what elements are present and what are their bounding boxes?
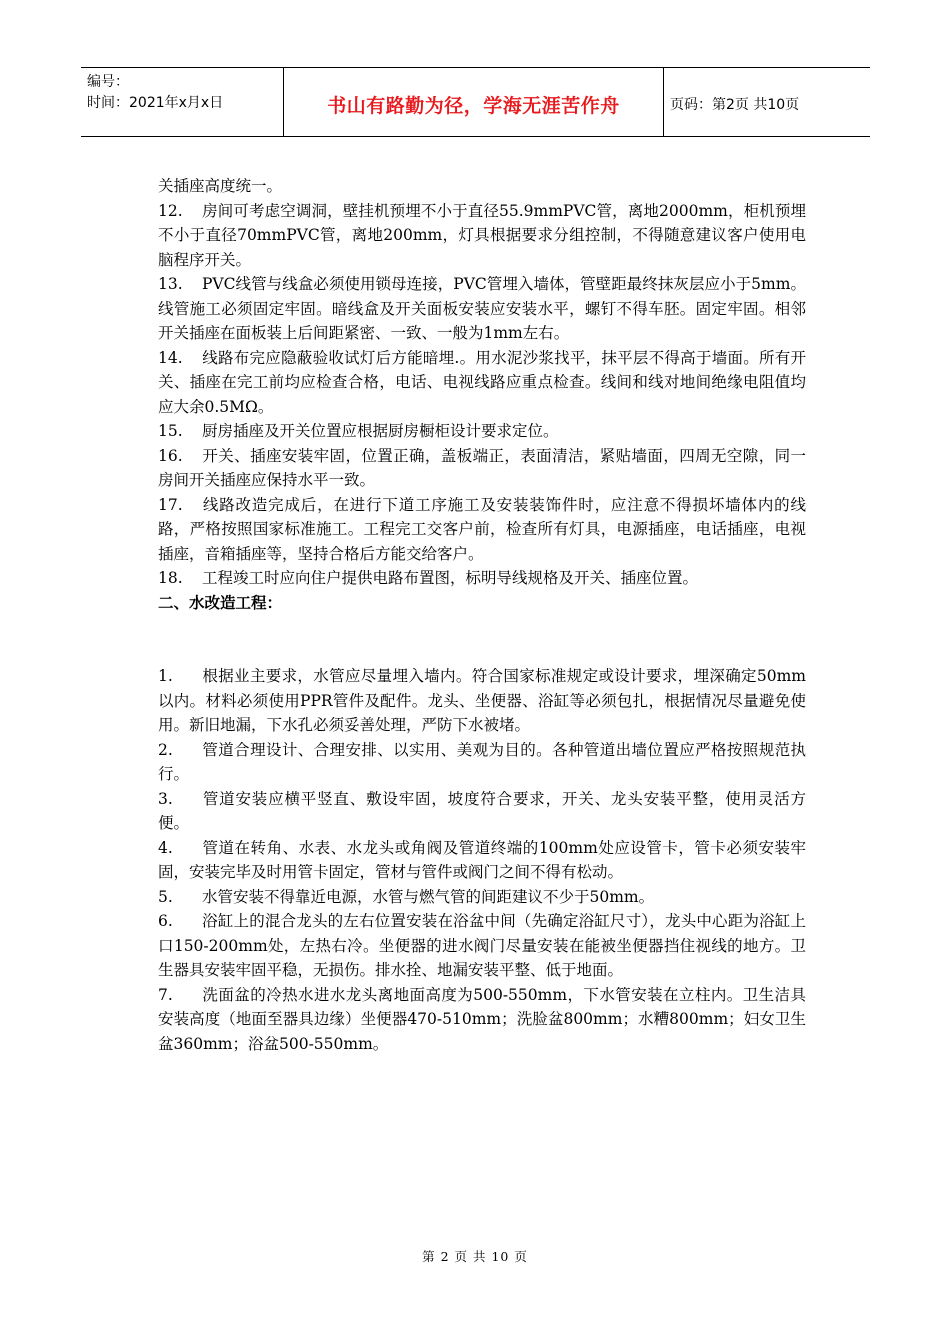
header-left-cell bbox=[81, 68, 284, 136]
item-text: 管道合理设计、合理安排、以实用、美观为目的。各种管道出墙位置应严格按照规范执行。 bbox=[158, 740, 806, 783]
item-number: 12. bbox=[158, 201, 183, 220]
item-text: 厨房插座及开关位置应根据厨房橱柜设计要求定位。 bbox=[202, 422, 559, 440]
item-number: 3. bbox=[158, 789, 173, 808]
item-number: 16. bbox=[158, 446, 183, 465]
list-item bbox=[158, 885, 806, 910]
item-number: 14. bbox=[158, 348, 183, 367]
item-text: 线路改造完成后，在进行下道工序施工及安装装饰件时，应注意不得损坏墙体内的线路，严格按照国家标准施工。工程完工交客户前，检查所有灯具，电源插座，电话插座，电视插座，音箱插座等，坚持合格后方能交给客户。 bbox=[158, 495, 806, 563]
item-number: 2. bbox=[158, 740, 173, 759]
item-number: 7. bbox=[158, 985, 173, 1004]
item-text: 管道安装应横平竖直、敷设牢固，坡度符合要求，开关、龙头安装平整，使用灵活方便。 bbox=[158, 789, 806, 832]
item-text: 开关、插座安装牢固，位置正确，盖板端正，表面清洁，紧贴墙面，四周无空隙，同一房间开关插座应保持水平一致。 bbox=[158, 446, 806, 489]
list-item bbox=[158, 419, 806, 444]
item-number: 17. bbox=[158, 495, 183, 514]
list-item bbox=[158, 836, 806, 885]
item-text: 浴缸上的混合龙头的左右位置安装在浴盆中间（先确定浴缸尺寸），龙头中心距为浴缸上口150-200mm处，左热右冷。坐便器的进水阀门尽量安装在能被坐便器挡住视线的地方。卫生器具安装牢固平稳，无损伤。排水拴、地漏安装平整、低于地面。 bbox=[158, 912, 806, 979]
list-item bbox=[158, 199, 806, 273]
document-body bbox=[158, 174, 806, 1056]
list-item bbox=[158, 787, 806, 836]
item-number: 4. bbox=[158, 838, 173, 857]
item-number: 1. bbox=[158, 667, 173, 685]
item-text: 洗面盆的冷热水进水龙头离地面高度为500-550mm，下水管安装在立柱内。卫生洁具安装高度（地面至器具边缘）坐便器470-510mm；洗脸盆800mm；水糟800mm；妇女卫生盆360mm；浴盆500-550mm。 bbox=[158, 985, 806, 1053]
item-text: 水管安装不得靠近电源，水管与燃气管的间距建议不少于50mm。 bbox=[202, 887, 655, 906]
section-heading: 二、水改造工程： bbox=[158, 593, 283, 612]
list-item bbox=[158, 346, 806, 420]
list-item bbox=[158, 444, 806, 493]
list-item bbox=[158, 738, 806, 787]
list-item bbox=[158, 983, 806, 1057]
page-footer: 第 2 页 共 10 页 bbox=[422, 1249, 528, 1264]
intro-line: 关插座高度统一。 bbox=[158, 177, 283, 195]
item-text: 房间可考虑空调洞，壁挂机预埋不小于直径55.9mmPVC管，离地2000mm，柜机预埋不小于直径70mmPVC管，离地200mm，灯具根据要求分组控制，不得随意建议客户使用电脑程序开关。 bbox=[158, 201, 806, 269]
electrical-items bbox=[158, 199, 806, 591]
item-number: 5. bbox=[158, 887, 173, 906]
code-label: 编号： bbox=[87, 74, 129, 90]
item-number: 13. bbox=[158, 275, 183, 293]
list-item bbox=[158, 909, 806, 983]
water-items bbox=[158, 664, 806, 1056]
header-motto: 书山有路勤为径，学海无涯苦作舟 bbox=[284, 68, 664, 136]
list-item bbox=[158, 664, 806, 738]
list-item bbox=[158, 566, 806, 591]
item-text: 线路布完应隐蔽验收试灯后方能暗埋.。用水泥沙浆找平，抹平层不得高于墙面。所有开关、插座在完工前均应检查合格，电话、电视线路应重点检查。线间和线对地间绝缘电阻值均应大余0.5MΩ。 bbox=[158, 348, 806, 416]
header-page-info: 页码：第2页 共10页 bbox=[670, 97, 800, 113]
item-number: 18. bbox=[158, 569, 183, 587]
list-item bbox=[158, 272, 806, 346]
header-table bbox=[81, 67, 870, 137]
item-number: 15. bbox=[158, 422, 183, 440]
list-item bbox=[158, 493, 806, 567]
item-text: PVC线管与线盒必须使用锁母连接，PVC管埋入墙体，管壁距最终抹灰层应小于5mm。线管施工必须固定牢固。暗线盒及开关面板安装应安装水平，螺钉不得车胚。固定牢固。相邻开关插座在面板装上后间距紧密、一致、一般为1mm左右。 bbox=[158, 275, 806, 342]
item-text: 工程竣工时应向住户提供电路布置图，标明导线规格及开关、插座位置。 bbox=[202, 569, 699, 587]
blank-spacer bbox=[158, 615, 806, 664]
item-text: 管道在转角、水表、水龙头或角阀及管道终端的100mm处应设管卡，管卡必须安装牢固，安装完毕及时用管卡固定，管材与管件或阀门之间不得有松动。 bbox=[158, 838, 806, 881]
item-number: 6. bbox=[158, 912, 173, 930]
item-text: 根据业主要求，水管应尽量埋入墙内。符合国家标准规定或设计要求，埋深确定50mm以内。材料必须使用PPR管件及配件。龙头、坐便器、浴缸等必须包扎，根据情况尽量避免使用。新旧地漏，下水孔必须妥善处理，严防下水被堵。 bbox=[158, 667, 806, 734]
time-label: 时间：2021年x月x日 bbox=[87, 95, 224, 111]
